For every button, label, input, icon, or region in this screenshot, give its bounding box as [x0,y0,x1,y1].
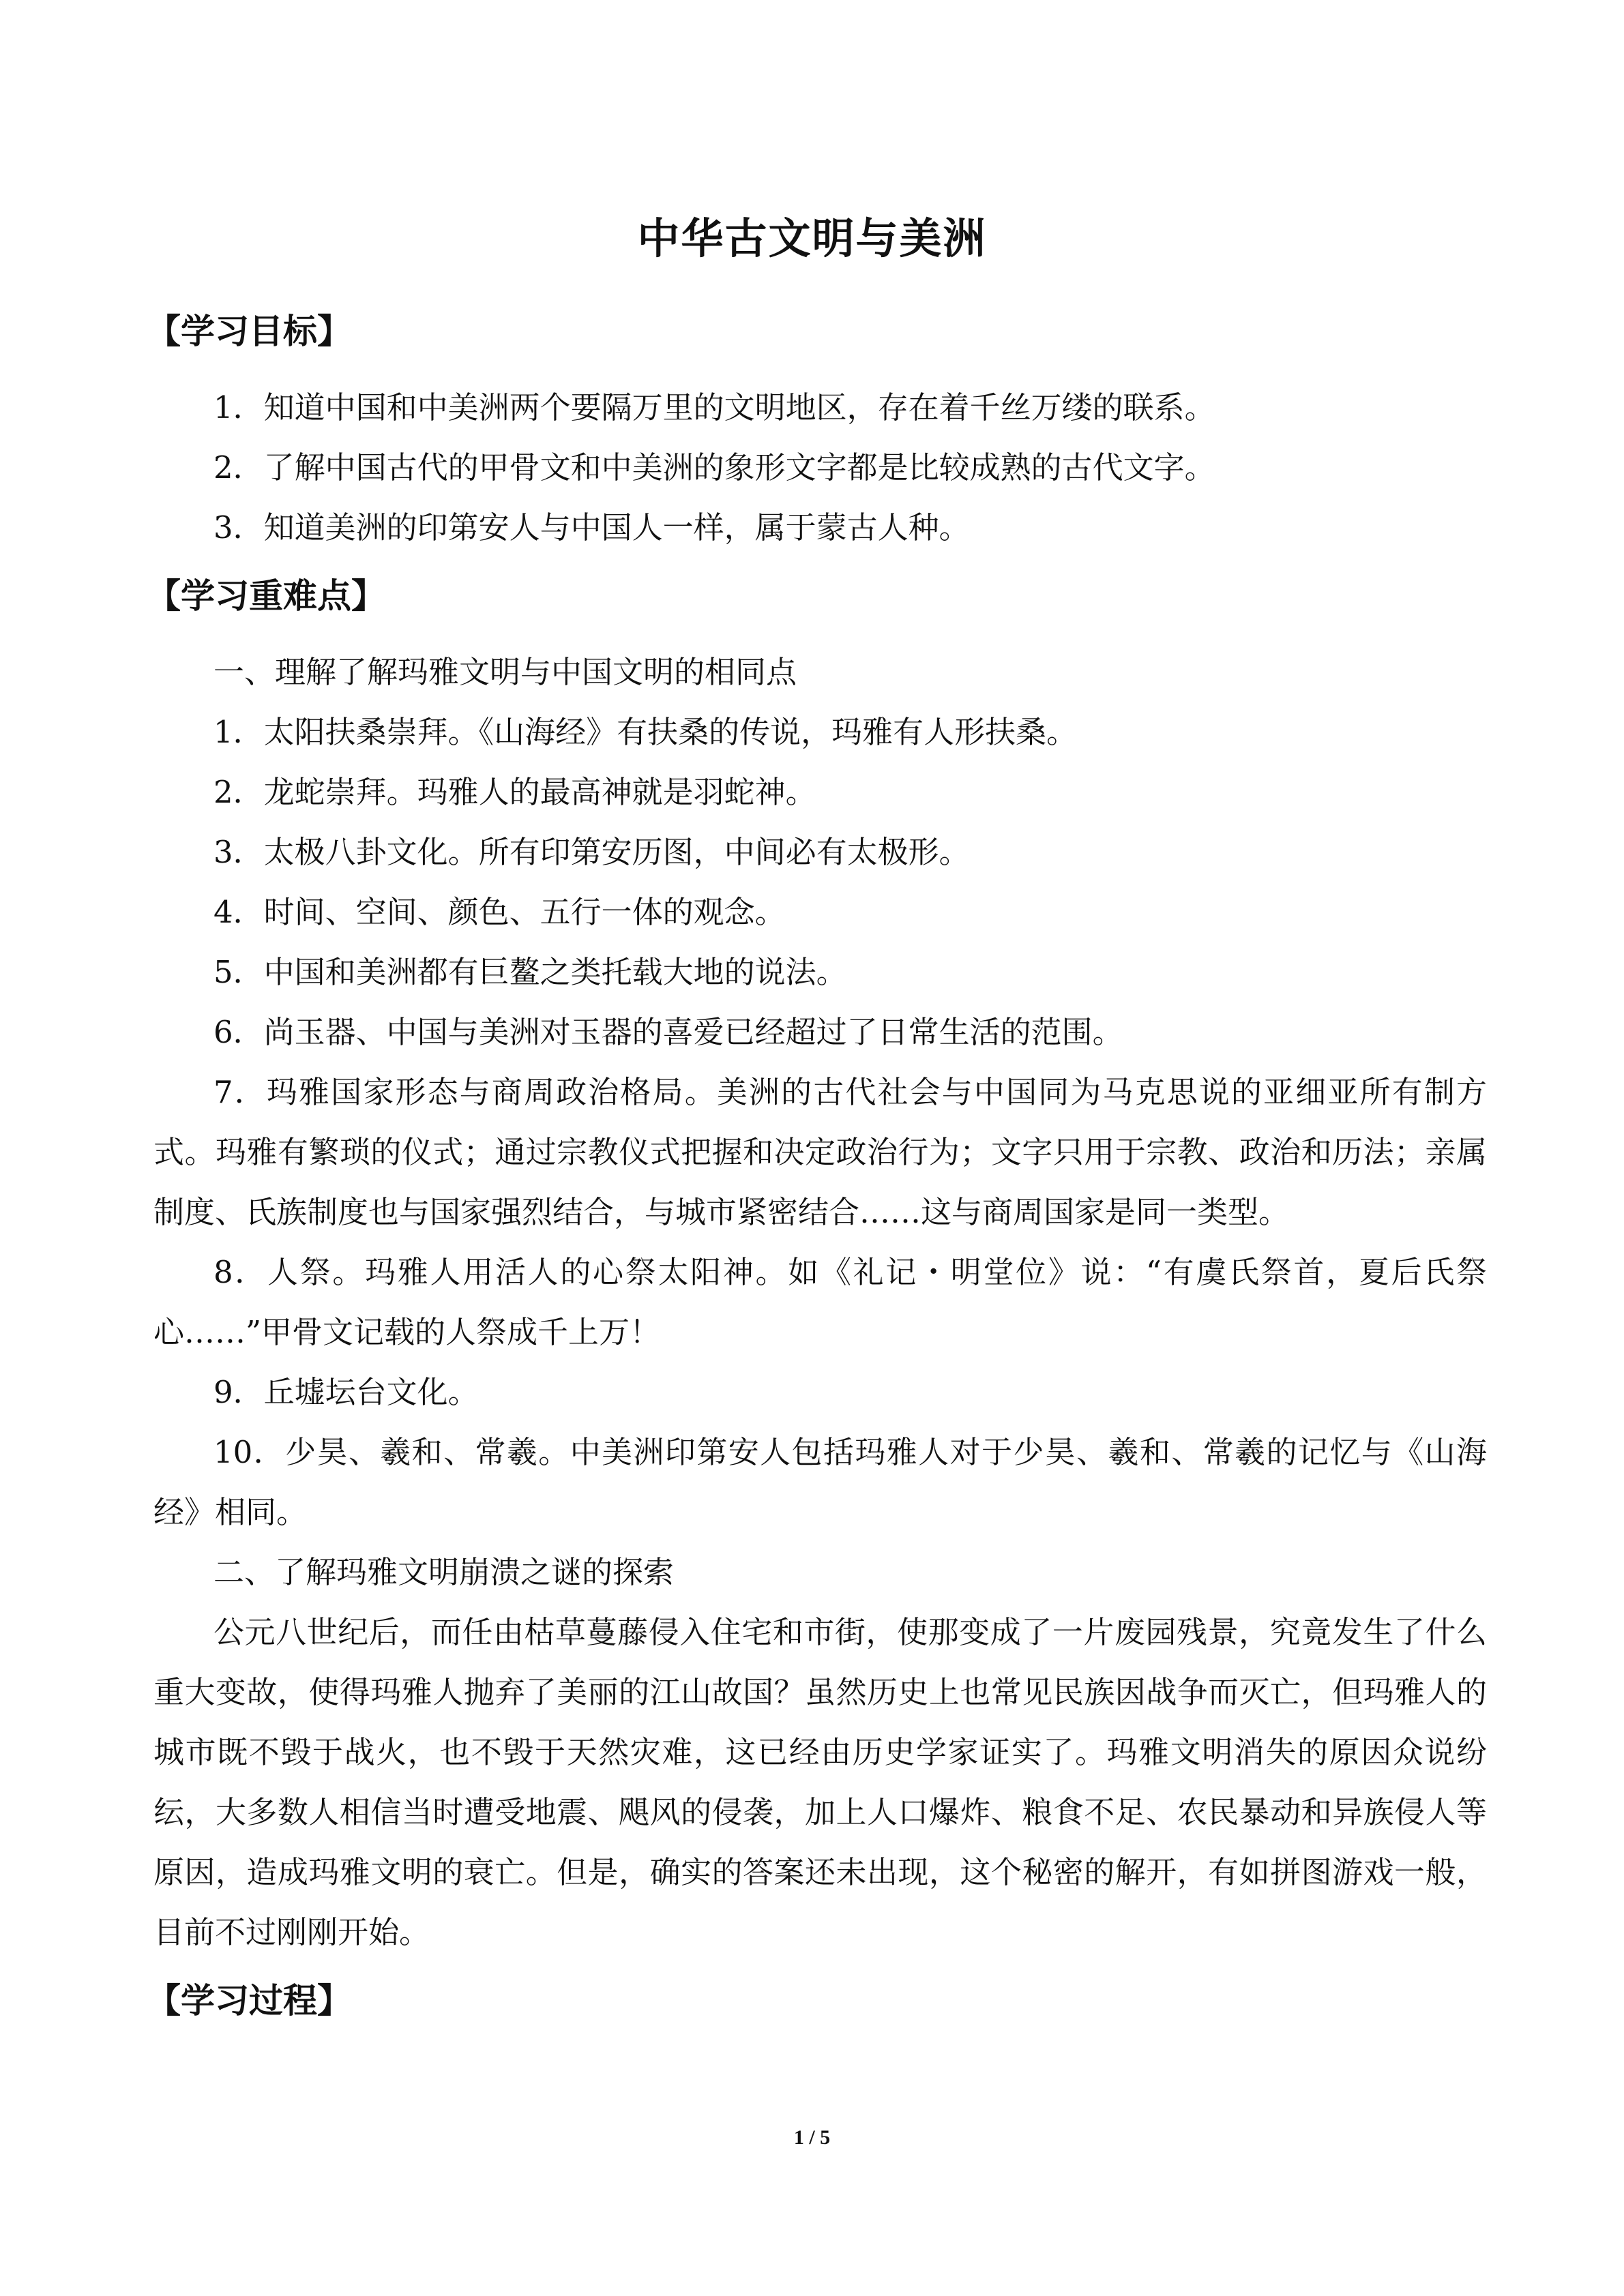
paragraph: 8．人祭。玛雅人用活人的心祭太阳神。如《礼记・明堂位》说：“有虞氏祭首，夏后氏祭心……”甲骨文记载的人祭成千上万！ [153,1254,1487,1350]
paragraph: 9．丘墟坛台文化。 [213,1374,479,1410]
section-heading: 【学习目标】 [147,311,351,351]
section-learning-process [147,1973,1487,2028]
paragraph: 10．少昊、羲和、常羲。中美洲印第安人包括玛雅人对于少昊、羲和、常羲的记忆与《山海经》相同。 [153,1434,1487,1530]
paragraph: 公元八世纪后，而任由枯草蔓藤侵入住宅和市街，使那变成了一片废园残景，究竟发生了什么重大变故，使得玛雅人抛弃了美丽的江山故国？虽然历史上也常见民族因战争而灭亡，但玛雅人的城市既不毁于战火，也不毁于天然灾难，这已经由历史学家证实了。玛雅文明消失的原因众说纷纭，大多数人相信当时遭受地震、飓风的侵袭，加上人口爆炸、粮食不足、农民暴动和异族侵人等原因，造成玛雅文明的衰亡。但是，确实的答案还未出现，这个秘密的解开，有如拼图游戏一般，目前不过刚刚开始。 [153,1614,1487,1950]
section-heading: 【学习过程】 [147,1980,351,2021]
paragraph: 2．龙蛇崇拜。玛雅人的最高神就是羽蛇神。 [213,774,816,810]
paragraph: 5．中国和美洲都有巨鳌之类托载大地的说法。 [213,954,847,990]
paragraph: 二、了解玛雅文明崩溃之谜的探索 [213,1554,675,1590]
paragraph: 1．知道中国和中美洲两个要隔万里的文明地区，存在着千丝万缕的联系。 [213,389,1215,426]
paragraph: 3．知道美洲的印第安人与中国人一样，属于蒙古人种。 [213,509,970,546]
paragraph: 一、理解了解玛雅文明与中国文明的相同点 [213,654,797,690]
document-body [147,293,1487,2047]
page-number: 1 / 5 [793,2126,831,2149]
section-learning-goals [147,304,1487,558]
paragraph: 2．了解中国古代的甲骨文和中美洲的象形文字都是比较成熟的古代文字。 [213,449,1215,486]
document-title: 中华古文明与美洲 [637,213,987,263]
section-heading: 【学习重难点】 [147,576,385,616]
paragraph: 7．玛雅国家形态与商周政治格局。美洲的古代社会与中国同为马克思说的亚细亚所有制方式。玛雅有繁琐的仪式；通过宗教仪式把握和决定政治行为；文字只用于宗教、政治和历法；亲属制度、氏族制度也与国家强烈结合，与城市紧密结合……这与商周国家是同一类型。 [153,1074,1487,1230]
paragraph: 3．太极八卦文化。所有印第安历图，中间必有太极形。 [213,834,970,870]
section-key-points [147,569,1487,1963]
paragraph: 4．时间、空间、颜色、五行一体的观念。 [213,894,786,930]
paragraph: 1．太阳扶桑崇拜。《山海经》有扶桑的传说，玛雅有人形扶桑。 [213,714,1078,750]
paragraph: 6．尚玉器、中国与美洲对玉器的喜爱已经超过了日常生活的范围。 [213,1014,1123,1050]
